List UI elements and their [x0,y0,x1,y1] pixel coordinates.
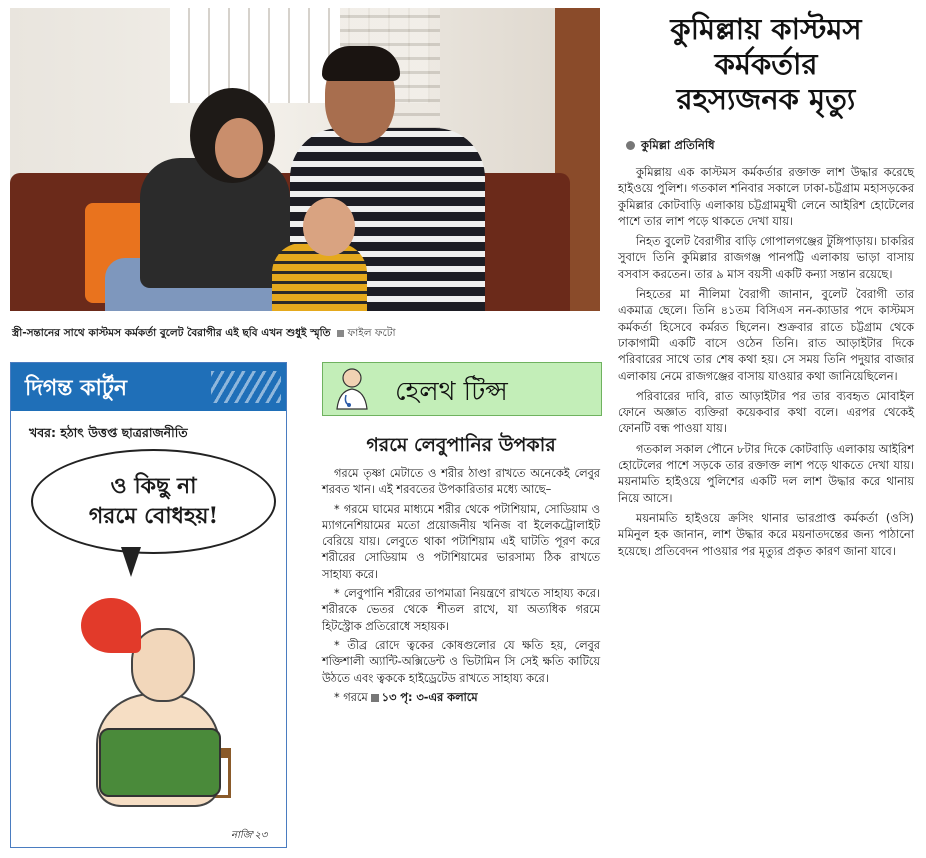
article-paragraph: পরিবারের দাবি, রাত আড়াইটার পর তার ব্যবহৃত মোবাইল ফোনে অজ্ঞাত ব্যক্তিরা কয়েকবার কথা বলে। এরপর থেকেই ফোনটি বন্ধ পাওয়া যায়। [618,388,914,436]
health-tips-title: হেলথ টিপ্স [395,377,508,407]
news-photo [10,8,600,311]
speech-bubble [31,449,276,554]
tips-headline: গরমে লেবুপানির উপকার [366,434,556,456]
tips-paragraph: গরমে তৃষ্ণা মেটাতে ও শরীর ঠাণ্ডা রাখতে অনেকেই লেবুর শরবত খান। এই শরবতের উপকারিতার মধ্যে আছে– [322,467,600,497]
article-paragraph: গতকাল সকাল পৌনে ৮টার দিকে কোটবাড়ি এলাকায় আইরিশ হোটেলের পাশে সড়কে তার রক্তাক্ত লাশ পড়ে থাকতে দেখা যায়। ময়নামতি হাইওয়ে পুলিশের একটি দল লাশ উদ্ধার করে থানায় নিয়ে আসে। [618,441,914,505]
byline [626,137,906,156]
bubble-line: ও কিছু না [110,473,197,499]
square-icon [371,694,379,702]
cartoonist-signature: নাজি'২৩ [231,830,268,841]
cartoon-title: দিগন্ত কার্টুন [25,376,127,401]
article-headline [618,12,914,117]
tips-paragraph: * লেবুপানি শরীরের তাপমাত্রা নিয়ন্ত্রণে রাখতে সাহায্য করে। শরীরকে ভেতর থেকে শীতল রাখে, যা অত্যধিক গরমে হিটস্ট্রোক প্রতিরোধে সহায়ক। [322,587,600,633]
article-paragraph: ময়নামতি হাইওয়ে ক্রসিং থানার ভারপ্রাপ্ত কর্মকর্তা (ওসি) মমিনুল হক জানান, লাশ উদ্ধার করে ময়নাতদন্তের জন্য পাঠানো হয়েছে। প্রতিবেদন পাওয়ার পর মৃত্যুর প্রকৃত কারণ জানা যাবে। [618,510,914,558]
article-paragraph: নিহত বুলেট বৈরাগীর বাড়ি গোপালগঞ্জের টুঙ্গিপাড়ায়। চাকরির সুবাদে তিনি কুমিল্লার রাজগঞ্জ পানপট্টি এলাকায় ভাড়া বাসায় বসবাস করতেন। তার ৯ মাস বয়সী একটি কন্যা সন্তান রয়েছে। [618,234,914,281]
article-paragraph: কুমিল্লায় এক কাস্টমস কর্মকর্তার রক্তাক্ত লাশ উদ্ধার করেছে হাইওয়ে পুলিশ। গতকাল শনিবার সকালে ঢাকা-চট্টগ্রাম মহাসড়কের কুমিল্লার কোটবাড়ি এলাকায় চট্টগ্রামমুখী লেনে আইরিশ হোটেলের পাশে তার লাশ পড়ে থাকতে দেখা যায়। [618,165,914,228]
bubble-tail [121,547,141,577]
tips-paragraph: * গরমে ঘামের মাধ্যমে শরীর থেকে পটাশিয়াম, সোডিয়াম ও ম্যাগনেশিয়ামের মতো প্রয়োজনীয় খনিজ বা ইলেকট্রোলাইট বেরিয়ে যায়। লেবুতে থাকা পটাশিয়াম এই ঘাটতি পূরণ করে শরীরের সোডিয়াম ও পটাশিয়ামের ভারসাম্য ঠিক রাখতে সাহায্য করে। [322,502,600,581]
photo-caption [12,326,602,343]
tips-body [322,466,600,709]
tips-paragraph: * তীব্র রোদে ত্বকের কোষগুলোর যে ক্ষতি হয়, লেবুর শক্তিশালী অ্যান্টি-অক্সিডেন্ট ও ভিটামিন সি সেই ক্ষতি কাটিয়ে উঠতে এবং ত্বককে হাইড্রেটেড রাখতে সাহায্য করে। [322,638,600,685]
continue-prefix: * গরমে [334,690,368,704]
cartoon-news: খবর: হঠাৎ উত্তপ্ত ছাত্ররাজনীতি [29,425,188,440]
continue-ref: ১৩ পৃ: ৩-এর কলামে [381,690,478,704]
headline-line: রহস্যজনক মৃত্যু [676,82,856,116]
headline-line: কর্মকর্তার [714,47,818,81]
photo-credit: ফাইল ফটো [347,327,396,339]
bubble-line: গরমে বোধহয়! [88,503,219,529]
bullet-icon [626,141,635,150]
health-tips-banner [322,362,602,416]
chevron-decoration [211,371,281,403]
headline-line: কুমিল্লায় কাস্টমস [670,12,862,46]
lungi-illustration [99,728,221,797]
article-paragraph: নিহতের মা নীলিমা বৈরাগী জানান, বুলেট বৈরাগী তার একমাত্র ছেলে। তিনি ৪১তম বিসিএস নন-ক্যাডার পদে কাস্টমস কর্মকর্তা হিসেবে কর্মরত ছিলেন। শুক্রবার রাতে চট্টগ্রাম থেকে ঢাকাগামী একটি বাসে ওঠেন তিনি। রাত আড়াইটার দিকে পরিবারের সাথে তার শেষ কথা হয়। সে সময় তিনি পদুয়ার বাজার এলাকায় নেমে রাজগঞ্জের বাসায় যাওয়ার কথা জানিয়েছিলেন। [618,287,914,383]
tips-continuation [322,690,600,706]
byline-text: কুমিল্লা প্রতিনিধি [641,138,715,152]
cartoon-panel [10,362,287,848]
article-body [618,164,914,563]
caption-text: স্ত্রী-সন্তানের সাথে কাস্টমস কর্মকর্তা বুলেট বৈরাগীর এই ছবি এখন শুধুই স্মৃতি [12,327,331,339]
doctor-icon [329,365,375,411]
hand-fan-icon [81,598,141,653]
